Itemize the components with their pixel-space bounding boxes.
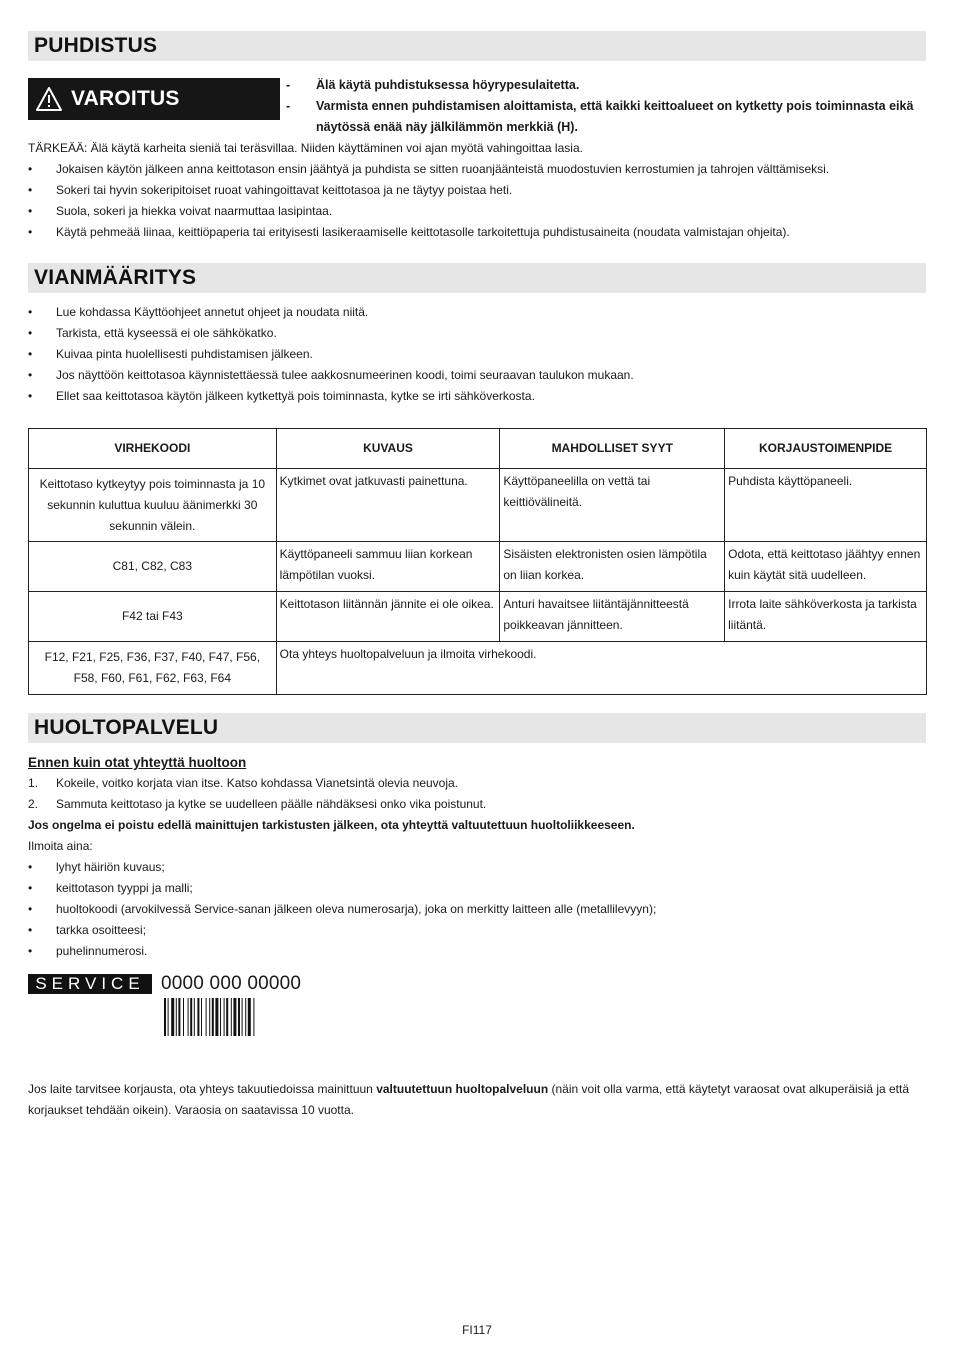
table-row [29, 542, 927, 592]
barcode-bar [197, 998, 199, 1036]
barcode-bar [183, 998, 184, 1036]
table-row [29, 592, 927, 642]
warning-list [286, 75, 926, 138]
list-item: • Jokaisen käytön jälkeen anna keittotason ensin jäähtyä ja puhdista se sitten ruoanjäänteistä muodostuvien kerrostumien ja tahrojen välttämiseksi. [28, 162, 830, 176]
table-row [29, 642, 927, 695]
barcode-icon [164, 998, 314, 1036]
barcode-bar [206, 998, 207, 1036]
column-header: KUVAUS [276, 429, 500, 469]
description-cell: Ota yhteys huoltopalveluun ja ilmoita virhekoodi. [276, 642, 926, 695]
description-cell: Keittotason liitännän jännite ei ole oikea. [276, 592, 500, 642]
action-cell: Odota, että keittotaso jäähtyy ennen kuin käytät sitä uudelleen. [725, 542, 927, 592]
barcode-bar [190, 998, 192, 1036]
warning-box [28, 78, 280, 120]
cause-cell: Sisäisten elektronisten osien lämpötila on liian korkea. [500, 542, 725, 592]
error-code-cell: F12, F21, F25, F36, F37, F40, F47, F56, F58, F60, F61, F62, F63, F64 [29, 642, 277, 695]
column-header: MAHDOLLISET SYYT [500, 429, 725, 469]
barcode-bar [226, 998, 228, 1036]
warning-triangle-icon [35, 86, 63, 112]
important-note: TÄRKEÄÄ: Älä käytä karheita sieniä tai teräsvillaa. Niiden käyttäminen voi ajan myötä vahingoittaa lasia. [28, 141, 583, 155]
warning-row [28, 78, 926, 138]
step-item: 1. Kokeile, voitko korjata vian itse. Katso kohdassa Vianetsintä olevia neuvoja. [28, 776, 459, 790]
step-item: 2. Sammuta keittotaso ja kytke se uudelleen päälle nähdäksesi onko vika poistunut. [28, 797, 487, 811]
barcode-bar [178, 998, 180, 1036]
barcode-bar [231, 998, 232, 1036]
error-code-cell: Keittotaso kytkeytyy pois toiminnasta ja 10 sekunnin kuluttua kuuluu äänimerkki 30 sekunnin välein. [29, 469, 277, 542]
list-item: • Sokeri tai hyvin sokeripitoiset ruoat vahingoittavat keittotasoa ja ne täytyy poistaa heti. [28, 183, 513, 197]
service-label: SERVICE [28, 974, 152, 994]
list-item: • huoltokoodi (arvokilvessä Service-sanan jälkeen oleva numerosarja), joka on merkitty laitteen alle (metallilevyyn); [28, 902, 657, 916]
service-subtitle: Ennen kuin otat yhteyttä huoltoon [28, 755, 247, 770]
table-row [29, 469, 927, 542]
action-cell: Irrota laite sähköverkosta ja tarkista liitäntä. [725, 592, 927, 642]
barcode-bar [201, 998, 202, 1036]
cause-cell: Käyttöpaneelilla on vettä tai keittiövälineitä. [500, 469, 725, 542]
barcode-bar [164, 998, 166, 1036]
list-item: • keittotason tyyppi ja malli; [28, 881, 193, 895]
report-label: Ilmoita aina: [28, 839, 93, 853]
warning-title: VAROITUS [71, 87, 180, 110]
barcode-bar [209, 998, 210, 1036]
page-content [28, 31, 926, 1121]
column-header: VIRHEKOODI [29, 429, 277, 469]
list-item: • Lue kohdassa Käyttöohjeet annetut ohjeet ja noudata niitä. [28, 305, 369, 319]
closing-paragraph: Jos laite tarvitsee korjausta, ota yhteys takuutiedoissa mainittuun valtuutettuun huoltopalveluun (näin voit olla varma, että käytetyt varaosat ovat alkuperäisiä ja että korjaukset tehdään oikein). Varaosia on saatavissa 10 vuotta. [28, 1082, 910, 1117]
service-bold-note: Jos ongelma ei poistu edellä mainittujen tarkistusten jälkeen, ota yhteyttä valtuutettuun huoltoliikkeeseen. [28, 818, 635, 832]
barcode-bar [220, 998, 221, 1036]
barcode-bar [188, 998, 189, 1036]
barcode-bar [224, 998, 225, 1036]
description-cell: Käyttöpaneeli sammuu liian korkean lämpötilan vuoksi. [276, 542, 500, 592]
barcode-bar [168, 998, 169, 1036]
warning-item: - Varmista ennen puhdistamisen aloittamista, että kaikki keittoalueet on kytketty pois toiminnasta eikä näytössä enää näy jälkilämmön merkkiä (H). [286, 99, 914, 134]
column-header: KORJAUSTOIMENPIDE [725, 429, 927, 469]
service-code: 0000 000 00000 [161, 973, 302, 994]
barcode-bar [242, 998, 243, 1036]
list-item: • lyhyt häiriön kuvaus; [28, 860, 165, 874]
barcode-bar [215, 998, 218, 1036]
barcode-bar [245, 998, 246, 1036]
barcode-bar [194, 998, 195, 1036]
barcode-bar [171, 998, 174, 1036]
list-item: • Jos näyttöön keittotasoa käynnistettäessä tulee aakkosnumeerinen koodi, toimi seuraavan taulukon mukaan. [28, 368, 634, 382]
error-code-cell: F42 tai F43 [29, 592, 277, 642]
section-title-troubleshooting: VIANMÄÄRITYS [28, 263, 926, 293]
barcode-bar [238, 998, 240, 1036]
page-number: FI117 [462, 1323, 492, 1337]
section-title-service: HUOLTOPALVELU [28, 713, 926, 743]
barcode-bar [233, 998, 236, 1036]
list-item: • Suola, sokeri ja hiekka voivat naarmuttaa lasipintaa. [28, 204, 333, 218]
list-item: • Ellet saa keittotasoa käytön jälkeen kytkettyä pois toiminnasta, kytke se irti sähköverkosta. [28, 389, 535, 403]
list-item: • Käytä pehmeää liinaa, keittiöpaperia tai erityisesti lasikeraamiselle keittotasolle tarkoitettuja puhdistusaineita (noudata valmistajan ohjeita). [28, 225, 790, 239]
section-title-cleaning: PUHDISTUS [28, 31, 926, 61]
error-code-table [28, 428, 927, 695]
warning-item: - Älä käytä puhdistuksessa höyrypesulaitetta. [286, 78, 580, 92]
description-cell: Kytkimet ovat jatkuvasti painettuna. [276, 469, 500, 542]
cause-cell: Anturi havaitsee liitäntäjännitteestä poikkeavan jännitteen. [500, 592, 725, 642]
list-item: • tarkka osoitteesi; [28, 923, 147, 937]
barcode-bar [176, 998, 177, 1036]
service-plate [28, 972, 926, 1042]
list-item: • puhelinnumerosi. [28, 944, 148, 958]
barcode-bar [248, 998, 251, 1036]
list-item: • Kuivaa pinta huolellisesti puhdistamisen jälkeen. [28, 347, 313, 361]
barcode-bar [212, 998, 214, 1036]
list-item: • Tarkista, että kyseessä ei ole sähkökatko. [28, 326, 277, 340]
action-cell: Puhdista käyttöpaneeli. [725, 469, 927, 542]
barcode-bar [253, 998, 254, 1036]
error-code-cell: C81, C82, C83 [29, 542, 277, 592]
table-header-row [29, 429, 927, 469]
